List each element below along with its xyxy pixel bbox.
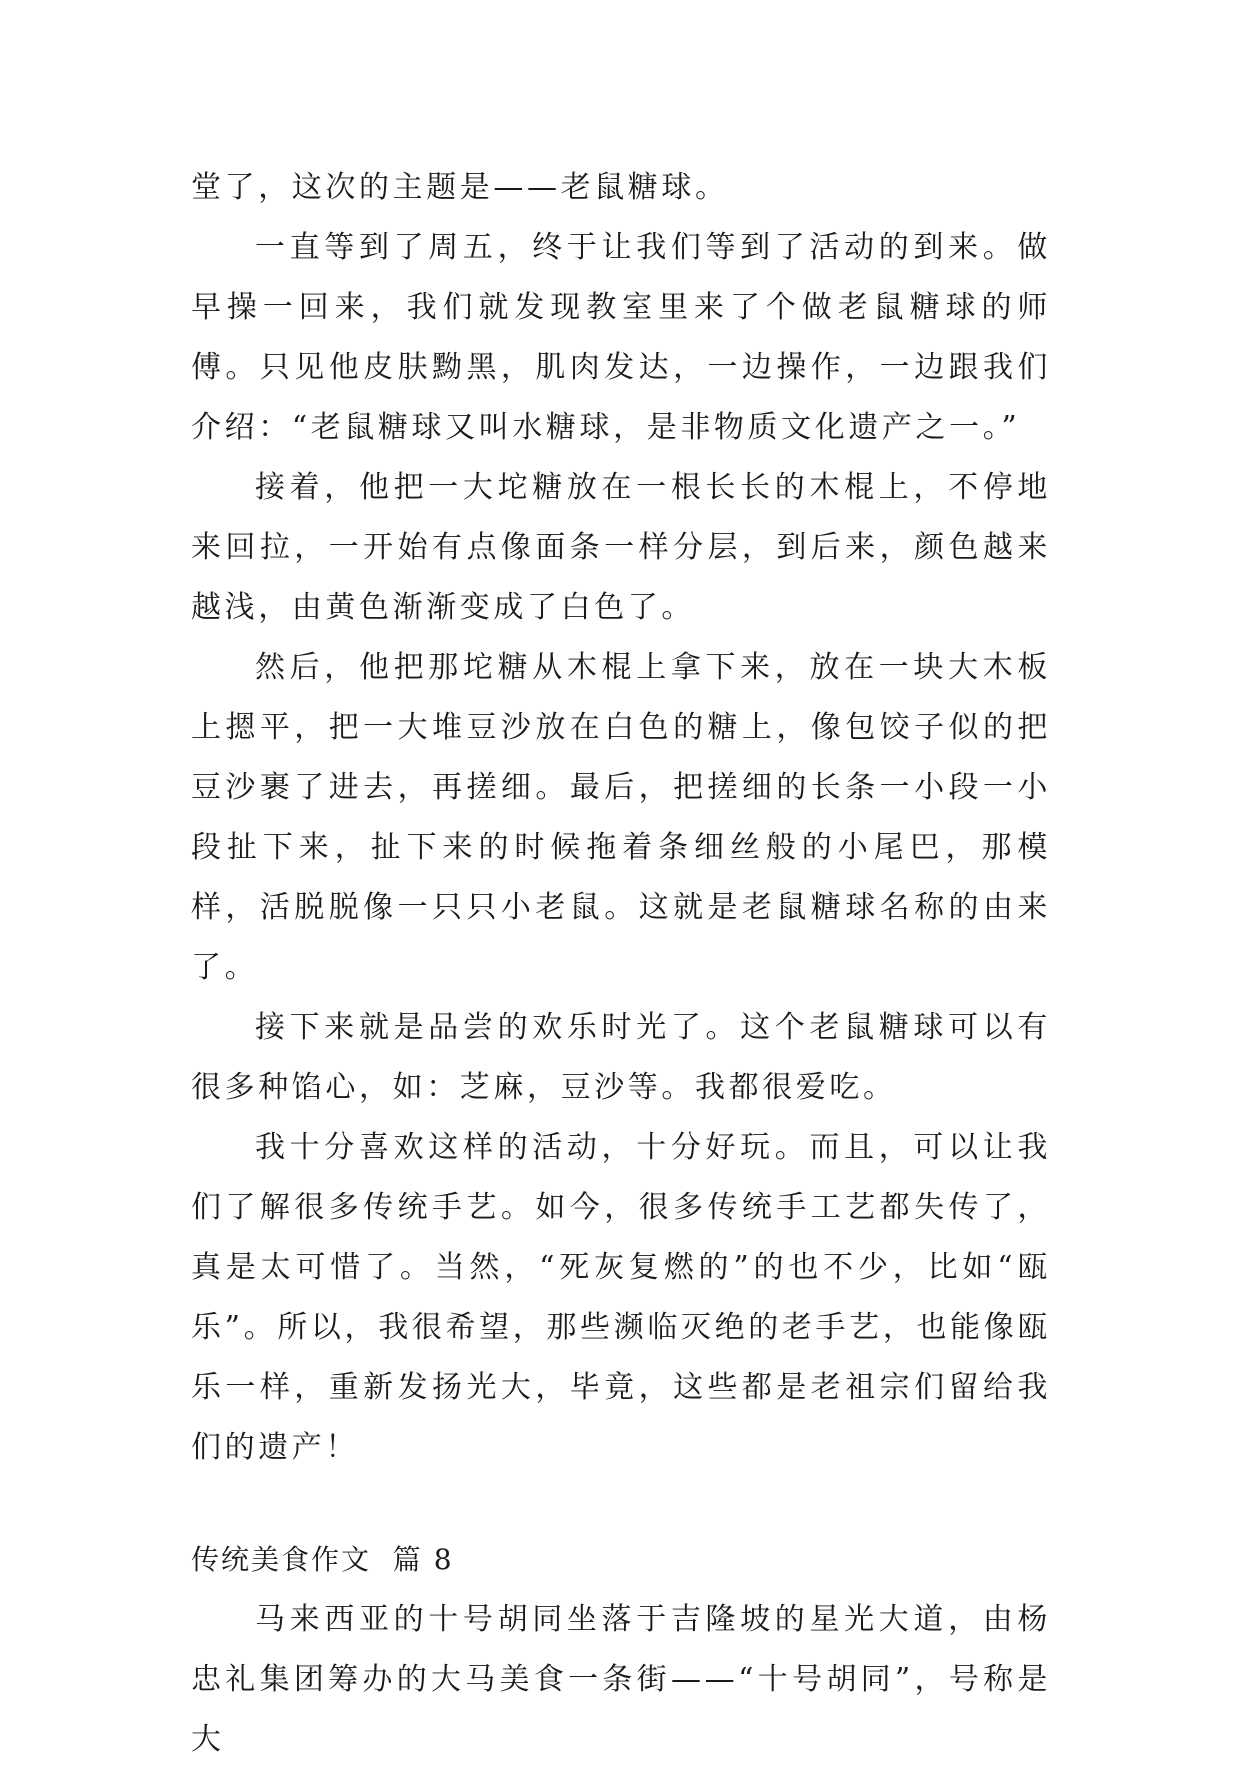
paragraph: 一直等到了周五，终于让我们等到了活动的到来。做早操一回来，我们就发现教室里来了个做老鼠糖球的师傅。只见他皮肤黝黑，肌肉发达，一边操作，一边跟我们介绍：“老鼠糖球又叫水糖球，是非物质文化遗产之一。” — [191, 230, 1051, 445]
paragraph: 接下来就是品尝的欢乐时光了。这个老鼠糖球可以有很多种馅心，如：芝麻，豆沙等。我都很爱吃。 — [191, 1010, 1051, 1105]
paragraph: 马来西亚的十号胡同坐落于吉隆坡的星光大道，由杨忠礼集团筹办的大马美食一条街——“十号胡同”，号称是大 — [191, 1602, 1051, 1757]
paragraph: 然后，他把那坨糖从木棍上拿下来，放在一块大木板上摁平，把一大堆豆沙放在白色的糖上，像包饺子似的把豆沙裹了进去，再搓细。最后，把搓细的长条一小段一小段扯下来，扯下来的时候拖着条细丝般的小尾巴，那模样，活脱脱像一只只小老鼠。这就是老鼠糖球名称的由来了。 — [191, 650, 1051, 985]
section-heading: 传统美食作文 篇 8 — [191, 1543, 454, 1576]
paragraph-continuation: 堂了，这次的主题是——老鼠糖球。 — [191, 170, 729, 205]
paragraph: 接着，他把一大坨糖放在一根长长的木棍上，不停地来回拉，一开始有点像面条一样分层，到后来，颜色越来越浅，由黄色渐渐变成了白色了。 — [191, 470, 1051, 625]
document-body — [191, 158, 1051, 1770]
paragraph: 我十分喜欢这样的活动，十分好玩。而且，可以让我们了解很多传统手艺。如今，很多传统手工艺都失传了，真是太可惜了。当然，“死灰复燃的”的也不少，比如“瓯乐”。所以，我很希望，那些濒临灭绝的老手艺，也能像瓯乐一样，重新发扬光大，毕竟，这些都是老祖宗们留给我们的遗产！ — [191, 1130, 1051, 1465]
